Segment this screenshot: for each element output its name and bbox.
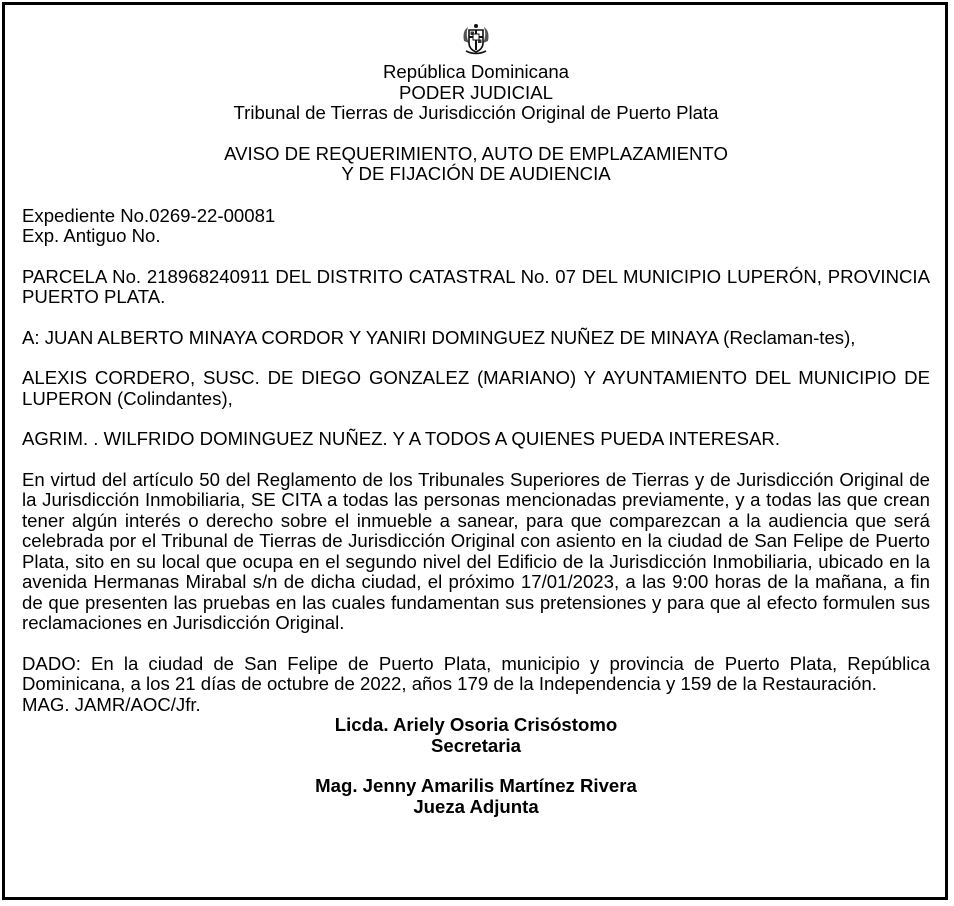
court-name: Tribunal de Tierras de Jurisdicción Original de Puerto Plata: [233, 102, 719, 123]
secretary-name: Licda. Ariely Osoria Crisóstomo: [334, 714, 618, 735]
secretary-title: Secretaria: [431, 734, 521, 756]
recipients-claimants: A: JUAN ALBERTO MINAYA CORDOR Y YANIRI DOMINGUEZ NUÑEZ DE MINAYA (Reclaman-tes),: [22, 326, 856, 348]
citation-body: En virtud del artículo 50 del Reglamento de los Tribunales Superiores de Tierras y de Jurisdicción Original de la Jurisdicción Inmobiliaria, SE CITA a todas las personas mencionadas previamente, y a todas las que crean tener algún interés o derecho sobre el inmueble a sanear, para que comparezcan a la audiencia que será celebrada por el Tribunal de Tierras de Jurisdicción Original con asiento en la ciudad de San Felipe de Puerto Plata, sito en su local que ocupa en el segundo nivel del Edificio de la Jurisdicción Inmobiliaria, ubicado en la avenida Hermanas Mirabal s/n de dicha ciudad, el próximo 17/01/2023, a las 9:00 horas de la mañana, a fin de que presenten las pruebas en las cuales fundamentan sus pretensiones y para que al efecto formulen sus reclamaciones en Jurisdicción Original.: [22, 468, 930, 633]
judge-title: Jueza Adjunta: [413, 795, 539, 817]
country-name: República Dominicana: [382, 61, 570, 82]
judge-name: Mag. Jenny Amarilis Martínez Rivera: [315, 775, 637, 796]
recipients-neighbors: ALEXIS CORDERO, SUSC. DE DIEGO GONZALEZ (MARIANO) Y AYUNTAMIENTO DEL MUNICIPIO DE LUPERON (Colindantes),: [22, 367, 930, 409]
dado-paragraph: DADO: En la ciudad de San Felipe de Puerto Plata, municipio y provincia de Puerto Plata, República Dominicana, a los 21 días de octubre de 2022, años 179 de la Independencia y 159 de la Restauración.: [22, 652, 930, 694]
header: [22, 62, 930, 124]
case-number: Expediente No.0269-22-00081: [22, 204, 276, 226]
recipients-surveyor: AGRIM. . WILFRIDO DOMINGUEZ NUÑEZ. Y A TODOS A QUIENES PUEDA INTERESAR.: [22, 428, 781, 449]
case-file: [22, 206, 930, 247]
parcel-description: PARCELA No. 218968240911 DEL DISTRITO CATASTRAL No. 07 DEL MUNICIPIO LUPERÓN, PROVINCIA PUERTO PLATA.: [22, 265, 930, 307]
title-line-2: Y DE FIJACIÓN DE AUDIENCIA: [341, 163, 611, 184]
coat-of-arms-icon: [458, 21, 494, 57]
notice-content: [22, 21, 930, 817]
old-case-number: Exp. Antiguo No.: [22, 225, 161, 246]
notice-frame: [2, 2, 948, 900]
reference-initials: MAG. JAMR/AOC/Jfr.: [22, 693, 201, 715]
secretary-signature: [22, 715, 930, 756]
notice-title: [22, 144, 930, 185]
title-line-1: AVISO DE REQUERIMIENTO, AUTO DE EMPLAZAMIENTO: [224, 142, 728, 164]
branch-name: PODER JUDICIAL: [399, 81, 553, 103]
judge-signature: [22, 776, 930, 817]
